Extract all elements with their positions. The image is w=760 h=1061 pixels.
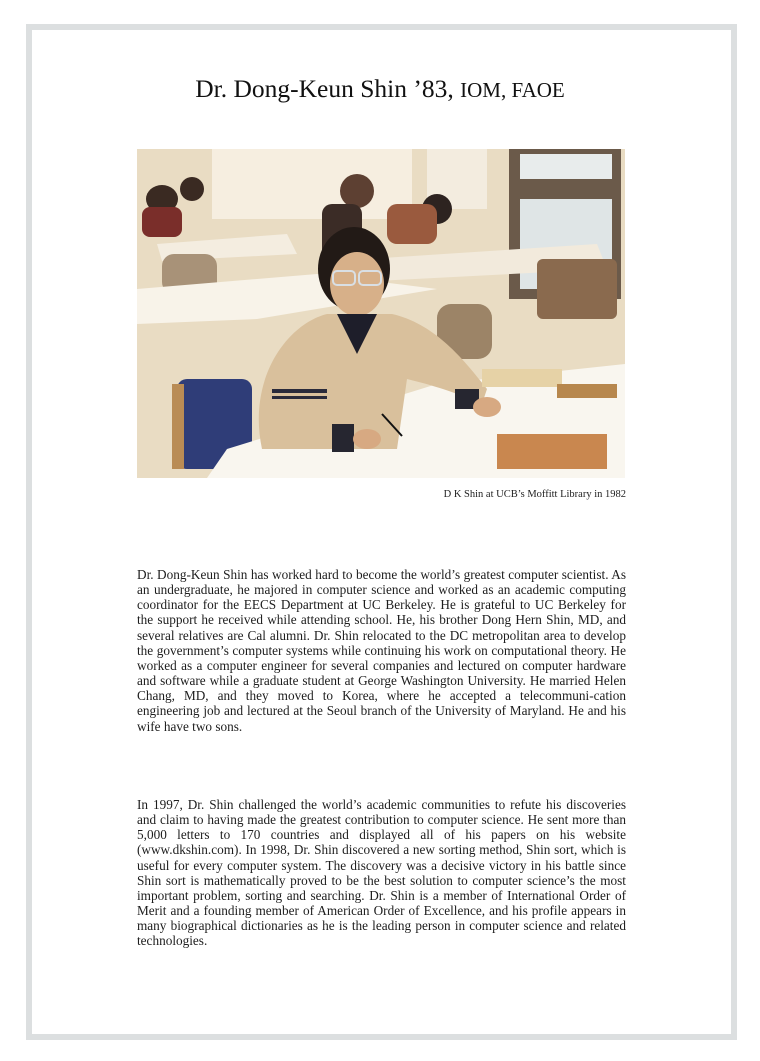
sweater-stripe (272, 389, 327, 393)
paragraph-text: In 1997, Dr. Shin challenged the world’s academic communities to refute his discoveries and claim to having made the greatest contribution to computer science. He sent more than 5,000 letters to 170 countries and displayed all of his papers on his website (www.dkshin.com). In 1998, Dr. Shin discovered a new sorting method, Shin sort, which is useful for every computer system. The discovery was a decisive victory in his battle since Shin sort is mathematically proved to be the best solution to computer science’s the most important problem, sorting and searching. Dr. Shin is a member of International Order of Merit and a founding member of American Order of Excellence, and his profile appears in many biographical dictionaries as he is the leading person in computer science and related technologies. (137, 797, 626, 949)
photo-illustration (137, 149, 625, 478)
book (482, 369, 562, 387)
biography-paragraph-2 (137, 797, 626, 949)
library-photo (137, 149, 625, 478)
hand (473, 397, 501, 417)
sweater-cuff (332, 424, 354, 452)
biography-paragraph-1 (137, 567, 626, 734)
sweater-stripe (272, 396, 327, 399)
paragraph-text: Dr. Dong-Keun Shin has worked hard to become the world’s greatest computer scientist. As an undergraduate, he majored in computer science and worked as an academic computing coordinator for the EECS Department at UC Berkeley. He is grateful to UC Berkeley for the support he received while attending school. He, his brother Dong Hern Shin, MD, and several relatives are Cal alumni. Dr. Shin relocated to the DC metropolitan area to develop the government’s computer systems while continuing his work on computational theory. He worked as a computer engineer for several companies and lectured on computer hardware and software while a graduate student at George Washington University. He married Helen Chang, MD, and they moved to Korea, where he accepted a telecommuni-cation engineering job and lectured at the Seoul branch of the University of Maryland. He and his wife have two sons. (137, 567, 626, 734)
title-honors: IOM, FAOE (460, 78, 565, 102)
window-blinds (212, 149, 412, 219)
book (557, 384, 617, 398)
student-head (340, 174, 374, 208)
book (497, 434, 607, 469)
hand (353, 429, 381, 449)
door-glass-top (520, 154, 612, 179)
page-title (0, 74, 760, 104)
student-head (180, 177, 204, 201)
student-body (387, 204, 437, 244)
photo-caption: D K Shin at UCB’s Moffitt Library in 1982 (443, 489, 626, 500)
student-body (142, 207, 182, 237)
armchair (537, 259, 617, 319)
chair-frame (172, 384, 184, 469)
title-name: Dr. Dong-Keun Shin ’83, (195, 74, 461, 103)
